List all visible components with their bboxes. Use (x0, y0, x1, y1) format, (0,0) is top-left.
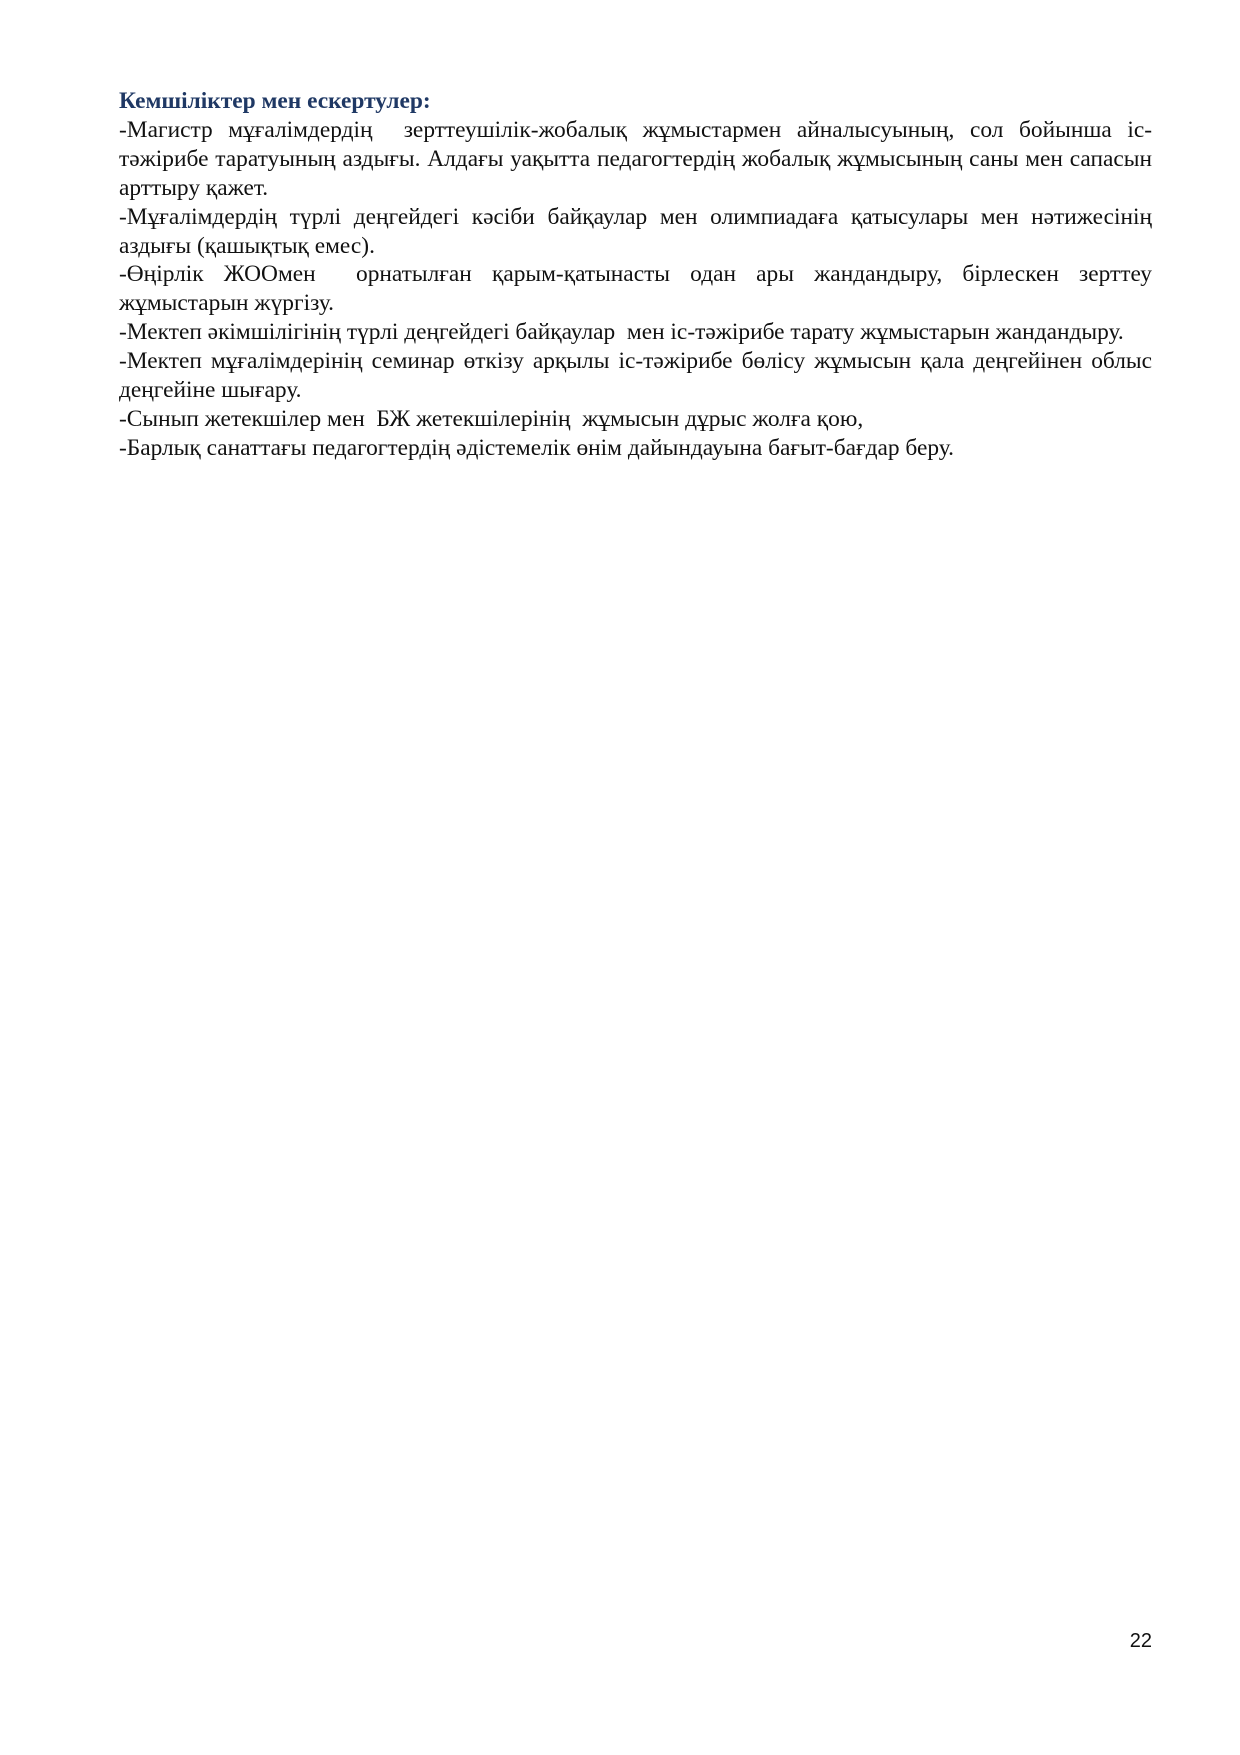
page-content (119, 87, 1158, 463)
section-heading: Кемшіліктер мен ескертулер: (119, 88, 431, 114)
remark-item-5: -Мектеп мұғалімдерінің семинар өткізу арқылы іс-тәжірибе бөлісу жұмысын қала деңгейінен облыс деңгейіне шығару. (119, 348, 1158, 404)
remark-item-2: -Мұғалімдердің түрлі деңгейдегі кәсіби байқаулар мен олимпиадаға қатысулары мен нәтижесінің аздығы (қашықтық емес). (119, 203, 1158, 259)
remarks-list (119, 116, 1158, 463)
remark-item-1: -Магистр мұғалімдердің зерттеушілік-жобалық жұмыстармен айналысуының, сол бойынша іс-тәжірибе таратуының аздығы. Алдағы уақытта педагогтердің жобалық жұмысының саны мен сапасын арттыру қажет. (119, 116, 1158, 201)
remark-item-3: -Өңірлік ЖООмен орнатылған қарым-қатынасты одан ары жандандыру, бірлескен зерттеу жұмыстарын жүргізу. (119, 261, 1158, 317)
page-number: 22 (1129, 1630, 1152, 1652)
remark-item-6: -Сынып жетекшілер мен БЖ жетекшілерінің жұмысын дұрыс жолға қою, (119, 405, 864, 432)
remark-item-4: -Мектеп әкімшілігінің түрлі деңгейдегі байқаулар мен іс-тәжірибе тарату жұмыстарын жандандыру. (119, 319, 1124, 346)
remark-item-7: -Барлық санаттағы педагогтердің әдістемелік өнім дайындауына бағыт-бағдар беру. (119, 434, 954, 461)
